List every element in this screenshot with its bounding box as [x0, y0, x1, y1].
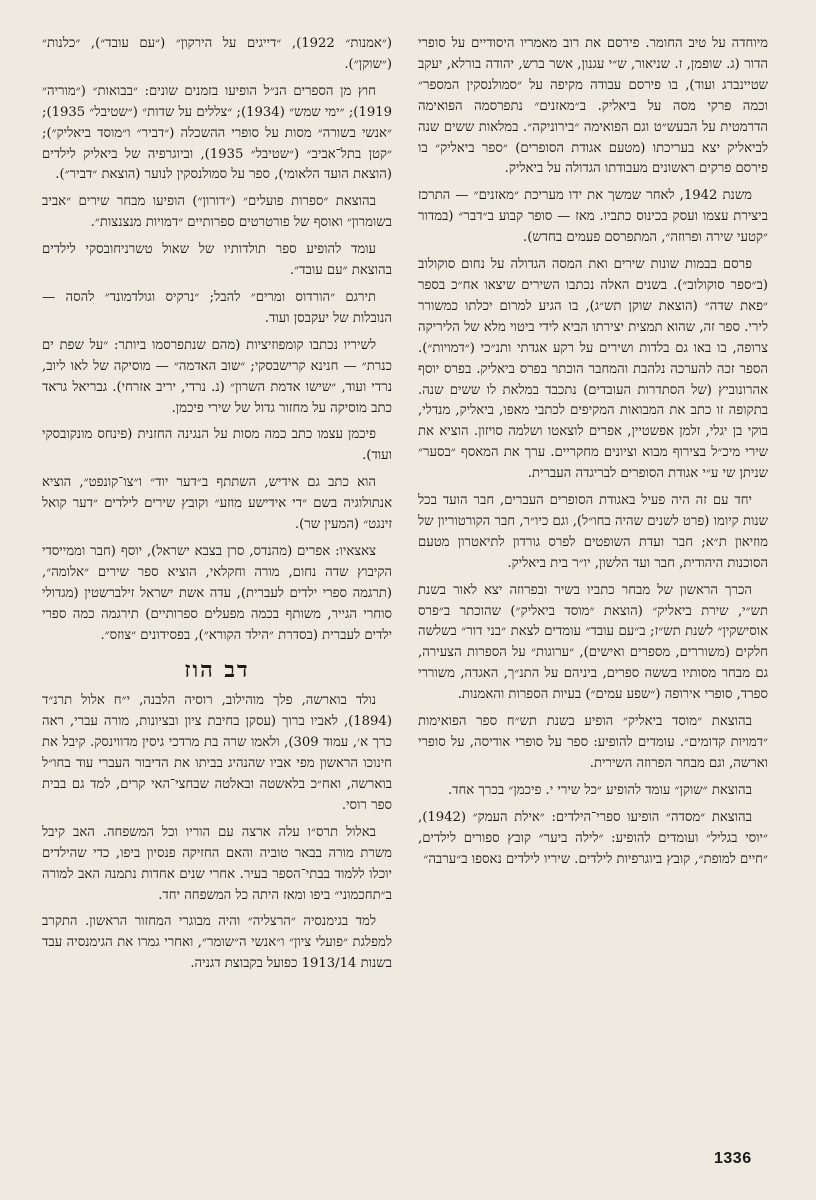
- body-paragraph: לשיריו נכתבו קומפוזיציות (מהם שנתפרסמו ביותר: ״על שפת ים כנרת״ — חנינא קרישבסקי; ״שוב האדמה״ — מוסיקה של לאו ליוב, נרדי ועוד, ״שישו אדמת השרון״ (נ. נרדי, יריב אזרחי). גבריאל גראד כתב מוסיקה על מחזור גדול של שירי פיכמן.: [42, 337, 392, 416]
- body-paragraph: באלול תרס״ו עלה ארצה עם הוריו וכל המשפחה. האב קיבל משרת מורה בבאר טוביה והאם החזיקה פנסיון ביפו, כדי שהילדים יוכלו ללמוד בבתי־הספר בעיר. אחרי שנים אחדות נתמנה האב למורה ב״תחכמוני״ ביפו ומאז היתה כל המשפחה יחד.: [42, 824, 392, 903]
- body-paragraph: (״אמנות״ 1922), ״דייגים על הירקון״ (״עם עובד״), ״כלנות״ (״שוקן״).: [42, 36, 392, 72]
- body-paragraph: תירגם ״הורדוס ומרים״ להבל; ״נרקיס וגולדמונד״ להסה — הנובלות של יעקבסן ועוד.: [42, 289, 392, 326]
- right-column: [418, 34, 768, 876]
- entry-heading: דב הוז: [184, 657, 250, 684]
- body-paragraph: בהוצאת ״מוסד ביאליק״ הופיע בשנת תש״ח ספר הפואימות ״דמויות קדומים״. עומדים להופיע: ספר על סופרי אודיסה, על סופרי וארשה, וגם מבחר הפרוזה השירית.: [418, 714, 768, 771]
- body-paragraph: בהוצאת ״מסדה״ הופיעו ספרי־הילדים: ״אילת העמק״ (1942), ״יוסי בגליל״ ועומדים להופיע: ״לילה ביער״ קובץ ספורים לילדים, ״חיים למופת״, קובץ ביוגרפיות לילדים. שיריו לילדים נאספו ב״ערבה״: [418, 809, 768, 867]
- body-paragraph: הכרך הראשון של מבחר כתביו בשיר ובפרוזה יצא לאור בשנת תש״י, שירת ביאליק״ (הוצאת ״מוסד ביאליק״) שהוכתר ב״פרס אוסישקין״ לשנת תש״ז; ב״עם עובד״ עומדים לצאת ״בני דור״ בשלשה חלקים (משוררים, מספרים ואישים), ״ערוגות״ על הספרות הצעירה, גם מבחר מסותיו בששה ספרים, ביניהם על התנ״ך, האגדה, משוררי ספרד, סופרי אירופה (״שפע עמים״) בעיות הספרות והאמנות.: [418, 582, 768, 703]
- body-paragraph: מיוחדה על טיב החומר. פירסם את רוב מאמריו היסודיים על סופרי הדור (ג. שופמן, ז. שניאור, ש״י עגנון, אשר ברש, יהודה בורלא, יעקב שטיינברג ועוד), בו פירסם עבודה מקיפה על ״סמולנסקין המספר״ וכמה פרקי מסה על ביאליק. ב״מאזנים״ נתפרסמה הפואימה הדרמטית על הבעש״ט וגם הפואימה ״בירוניקה״. במלאות ששים שנה לביאליק יצא בעריכתו (מטעם אגודת הסופרים) ״ספר ביאליק״ בו פירסם פרקים ראשונים מעבודתו הגדולה על ביאליק.: [418, 36, 768, 177]
- body-paragraph: צאצאיו: אפרים (מהנדס, סרן בצבא ישראל), יוסף (חבר וממייסדי הקיבוץ שדה נחום, מורה וחקלאי, הוציא ספר שירים ״אלומה״, (תרגמה ספרי ילדים לעברית), עדה אשת ישראל זילברשטין (מגדולי סוחרי הגייר, משותף בכמה מפעלים ספרותיים) תירגמה כמה ספרי ילדים לעברית (בסדרת ״הילד הקורא״), בפסידונים ״צוזס״.: [42, 543, 392, 643]
- left-column: [42, 34, 392, 981]
- body-paragraph: עומד להופיע ספר תולדותיו של שאול טשרניחובסקי לילדים בהוצאת ״עם עובד״.: [42, 242, 392, 279]
- body-paragraph: הוא כתב גם אידיש, השתתף ב״דער יוד״ ו״צו־קונפט״, הוציא אנתולוגיה בשם ״די אידישע מוזע״ וקובץ שירים לילדים ״דער קואל זינגט״ (המעין שר).: [42, 475, 392, 533]
- body-paragraph: יחד עם זה היה פעיל באגודת הסופרים העברים, חבר הועד בכל שנות קיומו (פרט לשנים שהיה בחו״ל), וגם כיו״ר, חבר הקורטוריון של מוזיאון ת״א; חבר ועדת השופטים לפרס גורדון לתיאטרון מטעם הסוכנות היהודית, חבר ועד הלשון, יו״ר בית ביאליק.: [418, 493, 768, 571]
- body-paragraph: בהוצאת ״ספרות פועלים״ (״דורון״) הופיעו מבחר שירים ״אביב בשומרון״ ואוסף של פורטרטים ספרותיים ״דמויות מנצנצות״.: [42, 194, 392, 231]
- body-paragraph: פיכמן עצמו כתב כמה מסות על הנגינה החזנית (פינחס מונקובסקי ועוד).: [42, 427, 392, 464]
- body-paragraph: חוץ מן הספרים הנ״ל הופיעו בזמנים שונים: ״בבואות״ (״מוריה״ 1919); ״ימי שמש״ (1934); ״צללים על שדות״ (״שטיבל״ 1935); ״אנשי בשורה״ מסות על סופרי ההשכלה (״דביר״ ו״מוסד ביאליק״); ״קטן בתל־אביב״ (״שטיבל״ 1935), וביוגרפיה של ביאליק לילדים (הוצאת הועד הלאומי), ספר על סמולנסקין לנוער (הוצאת ״דביר״).: [42, 83, 392, 183]
- body-paragraph: משנת 1942, לאחר שמשך את ידו מעריכת ״מאזנים״ — התרכז ביצירת עצמו ועסק בכינוס כתביו. מאז — סופר קבוע ב״דבר״ (במדור ״קטעי שירה ופרוזה״, המתפרסם פעמים בחדש).: [418, 188, 768, 246]
- body-paragraph: למד בגימנסיה ״הרצליה״ והיה מבוגרי המחזור הראשון. התקרב למפלגת ״פועלי ציון״ ו״אנשי ה״שומר״, ואחרי גמרו את הגימנסיה עבד בשנות 1913/14 כפועל בקבוצת דגניה.: [42, 914, 392, 972]
- page-number: 1336: [714, 1150, 752, 1167]
- body-paragraph: נולד בוארשה, פלך מוהילוב, רוסיה הלבנה, י״ח אלול תרנ״ד (1894), לאביו ברוך (עסקן בחיבת ציון ובציונות, מורה עברי, ראה כרך א׳, עמוד 309), ולאמו שרה בת מרדכי גיסין מדווינסק. קיבל את חינוכו הראשון מפי אביו שהנהיג בביתו את הדיבור העברי עוד בחו״ל בוארשה, ואח״כ בלאשטה ובאלטה שבחצי־האי קרים, למד גם בבית ספר רוסי.: [42, 693, 392, 813]
- body-paragraph: בהוצאת ״שוקן״ עומד להופיע ״כל שירי י. פיכמן״ בכרך אחד.: [447, 782, 752, 798]
- body-paragraph: פרסם בבמות שונות שירים ואת המסה הגדולה על נחום סוקולוב (ב״ספר סוקולוב״). בשנים האלה נכתבו השירים שיצאו אח״כ בספר ״פאת שדה״ (הוצאת שוקן תש״ג), בו הגיע למרום יכלתו כמשורר לירי. ספר זה, שהוא תמצית יצירתו הביא לידי ביטוי מלא של הליריקה צרופה, בו באו גם בלדות ושירים על רקע אגדתי ותנ״כי (״דמויות״). הספר זכה להערכה נלהבת והמחבר הוכתר בפרס ביאליק. בפרס יוסף אהרונוביץ (של הסתדרות העובדים) נתכבד במלאת לו ששים שנה. בתקופה זו כתב את המבואות המקיפים לכתבי מאפו, ביאליק, מנדלי, בוקי בן יגלי, זלמן אפשטיין, אפרים לוצאטו ושלמה סויזון. הוציא את שירי מיכ״ל בצירוף מבוא וציונים מחקריים. ערך את המאסף ״בסער״ שניתן שי ע״י אגודת הסופרים לבריגדה העברית.: [418, 257, 768, 482]
